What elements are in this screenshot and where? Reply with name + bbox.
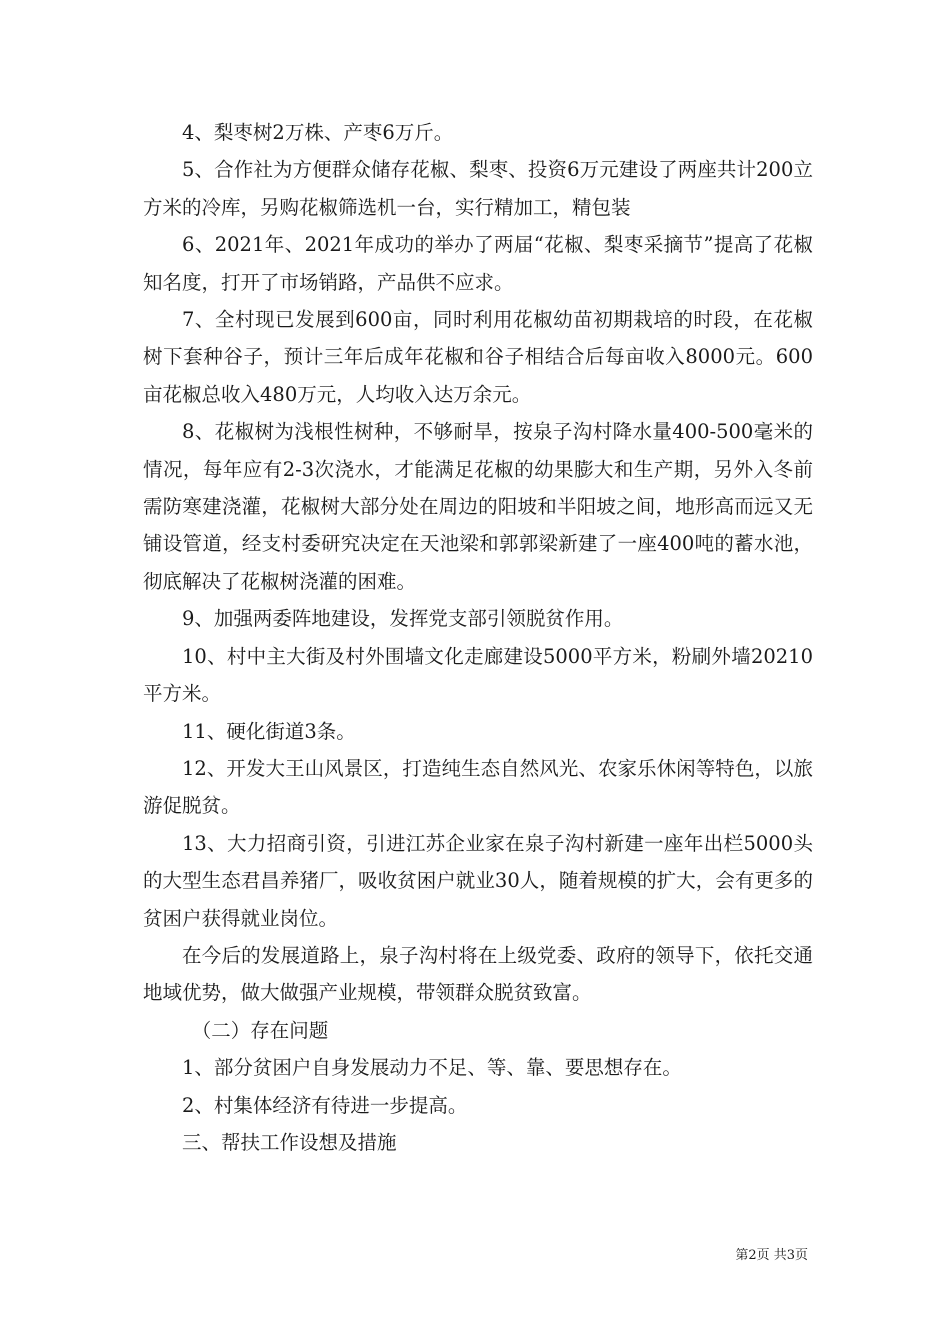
page-number: 第2页 共3页 [735,1248,808,1263]
paragraph-item-11: 11、硬化街道3条。 [182,719,356,743]
paragraph-item-5: 5、合作社为方便群众储存花椒、梨枣、投资6万元建设了两座共计200立方米的冷库，另购花椒筛选机一台，实行精加工，精包装 [143,158,813,219]
document-body [143,114,813,1161]
paragraph-item-7: 7、全村现已发展到600亩，同时利用花椒幼苗初期栽培的时段，在花椒树下套种谷子，预计三年后成年花椒和谷子相结合后每亩收入8000元。600亩花椒总收入480万元，人均收入达万余元。 [143,308,813,406]
paragraph-item-13: 13、大力招商引资，引进江苏企业家在泉子沟村新建一座年出栏5000头的大型生态君昌养猪厂，吸收贫困户就业30人，随着规模的扩大，会有更多的贫困户获得就业岗位。 [143,831,813,930]
paragraph-outlook: 在今后的发展道路上，泉子沟村将在上级党委、政府的领导下，依托交通地域优势，做大做强产业规模，带领群众脱贫致富。 [143,943,813,1005]
section-heading-measures: 三、帮扶工作设想及措施 [182,1130,397,1154]
paragraph-item-8: 8、花椒树为浅根性树种，不够耐旱，按泉子沟村降水量400-500毫米的情况，每年应有2-3次浇水，才能满足花椒的幼果膨大和生产期，另外入冬前需防寒建浇灌，花椒树大部分处在周边的阳坡和半阳坡之间，地形高而远又无铺设管道，经支村委研究决定在天池梁和郭郭梁新建了一座400吨的蓄水池，彻底解决了花椒树浇灌的困难。 [143,420,813,593]
paragraph-item-12: 12、开发大王山风景区，打造纯生态自然风光、农家乐休闲等特色，以旅游促脱贫。 [143,756,813,818]
section-heading-problems: （二）存在问题 [191,1018,329,1042]
paragraph-item-6: 6、2021年、2021年成功的举办了两届“花椒、梨枣采摘节”提高了花椒知名度，打开了市场销路，产品供不应求。 [143,233,813,294]
paragraph-item-9: 9、加强两委阵地建设，发挥党支部引领脱贫作用。 [182,607,624,631]
paragraph-item-4: 4、梨枣树2万株、产枣6万斤。 [182,121,454,144]
problem-item-2: 2、村集体经济有待进一步提高。 [182,1093,468,1117]
problem-item-1: 1、部分贫困户自身发展动力不足、等、靠、要思想存在。 [182,1056,682,1080]
paragraph-item-10: 10、村中主大街及村外围墙文化走廊建设5000平方米，粉刷外墙20210平方米。 [143,644,813,706]
